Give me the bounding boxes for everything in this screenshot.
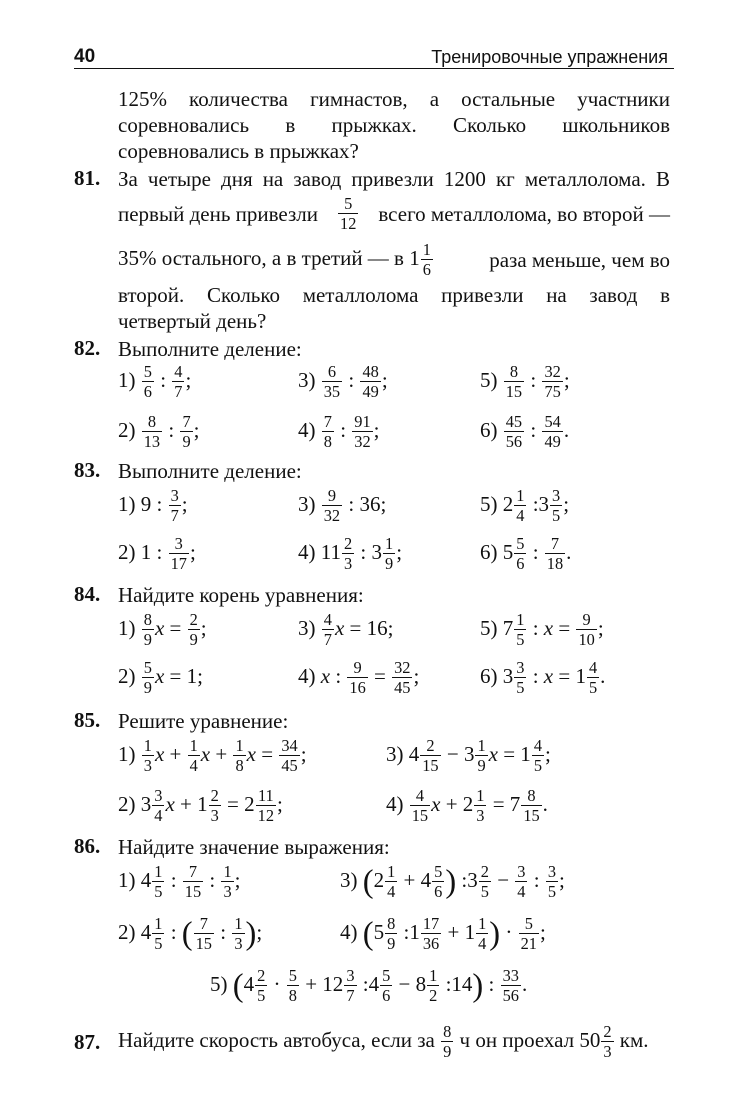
- ex-84-2: 2) $\frac{5}{9}$ x = 1;: [118, 658, 203, 698]
- ex-85-4: 4) $\frac{4}{15}$ x + 2 $\frac{1}{3}$ = 7 $\frac{8}{15}$ .: [386, 786, 548, 826]
- problem-81-line-2: первый день привезли 5 12 всего металлолома, во второй —: [118, 194, 670, 234]
- ex-85-2: 2) 3 $\frac{3}{4}$ x + 1 $\frac{2}{3}$ = 2 $\frac{11}{12}$ ;: [118, 786, 283, 826]
- page-number: 40: [74, 46, 96, 67]
- problem-83-title: Выполните деление:: [118, 459, 302, 483]
- problem-84-number: 84.: [74, 582, 101, 606]
- ex-83-2: 2) 1 : $\frac{3}{17}$ ;: [118, 534, 196, 574]
- intro-line-2: соревновались в прыжках. Сколько школьников: [118, 113, 670, 137]
- problem-83-number: 83.: [74, 458, 101, 482]
- problem-87-number: 87.: [74, 1030, 101, 1054]
- ex-84-6: 6) 3 $\frac{3}{5}$ : x = 1 $\frac{4}{5}$ .: [480, 658, 606, 698]
- problem-86-number: 86.: [74, 834, 101, 858]
- fraction: 5 12: [340, 194, 357, 234]
- ex-82-3: 3) $\frac{6}{35}$ : $\frac{48}{49}$ ;: [298, 362, 388, 402]
- problem-86-title: Найдите значение выражения:: [118, 835, 390, 859]
- intro-line-3: соревновались в прыжках?: [118, 139, 359, 163]
- ex-83-4: 4) 11 $\frac{2}{3}$ : 3 $\frac{1}{9}$ ;: [298, 534, 403, 574]
- ex-83-3: 3) $\frac{9}{32}$ : 36;: [298, 486, 387, 526]
- problem-81-line-5: четвертый день?: [118, 309, 267, 333]
- problem-81-number: 81.: [74, 166, 101, 190]
- ex-84-1: 1) $\frac{8}{9}$ x = $\frac{2}{9}$ ;: [118, 610, 207, 650]
- header-rule: [74, 68, 674, 69]
- problem-81-line-3: 35% остального, а в третий — в 1 $\frac{1}{6}$ раза меньше, чем во: [118, 240, 670, 280]
- ex-86-2: 2) 4 $\frac{1}{5}$ : ( $\frac{7}{15}$ : $\frac{1}{3}$ );: [118, 914, 263, 954]
- ex-85-1: 1) $\frac{1}{3}$ x + $\frac{1}{4}$ x + $\frac{1}{8}$ x = $\frac{34}{45}$ ;: [118, 736, 307, 776]
- ex-86-1: 1) 4 $\frac{1}{5}$ : $\frac{7}{15}$ : $\frac{1}{3}$ ;: [118, 862, 241, 902]
- ex-86-5: 5) (4 $\frac{2}{5}$ · $\frac{5}{8}$ + 12 $\frac{3}{7}$ :4 $\frac{5}{6}$ − 8 $\frac{1}{2}$ :14) : $\frac{33}{56}$ .: [210, 966, 528, 1006]
- ex-84-4: 4) x : $\frac{9}{16}$ = $\frac{32}{45}$ ;: [298, 658, 420, 698]
- ex-86-4: 4) (5 $\frac{8}{9}$ :1 $\frac{17}{36}$ + 1 $\frac{1}{4}$ ) · $\frac{5}{21}$ ;: [340, 914, 546, 954]
- ex-84-3: 3) $\frac{4}{7}$ x = 16;: [298, 610, 394, 650]
- ex-82-4: 4) $\frac{7}{8}$ : $\frac{91}{32}$ ;: [298, 412, 380, 452]
- problem-81-line-1: За четыре дня на завод привезли 1200 кг металлолома. В: [118, 167, 670, 191]
- ex-83-5: 5) 2 $\frac{1}{4}$ :3 $\frac{3}{5}$ ;: [480, 486, 570, 526]
- problem-84-title: Найдите корень уравнения:: [118, 583, 364, 607]
- ex-82-1: 1) $\frac{5}{6}$ : $\frac{4}{7}$ ;: [118, 362, 192, 402]
- problem-85-number: 85.: [74, 708, 101, 732]
- problem-87-text: Найдите скорость автобуса, если за $\frac{8}{9}$ ч он проехал 50 $\frac{2}{3}$ км.: [118, 1022, 649, 1062]
- ex-82-5: 5) $\frac{8}{15}$ : $\frac{32}{75}$ ;: [480, 362, 570, 402]
- ex-85-3: 3) 4 $\frac{2}{15}$ − 3 $\frac{1}{9}$ x = 1 $\frac{4}{5}$ ;: [386, 736, 551, 776]
- ex-86-3: 3) (2 $\frac{1}{4}$ + 4 $\frac{5}{6}$ ) :3 $\frac{2}{5}$ − $\frac{3}{4}$ : $\frac{3}{5}$ ;: [340, 862, 565, 902]
- problem-82-number: 82.: [74, 336, 101, 360]
- intro-line-1: 125% количества гимнастов, а остальные участники: [118, 87, 670, 111]
- ex-84-5: 5) 7 $\frac{1}{5}$ : x = $\frac{9}{10}$ ;: [480, 610, 604, 650]
- ex-82-2: 2) $\frac{8}{13}$ : $\frac{7}{9}$ ;: [118, 412, 200, 452]
- ex-83-1: 1) 9 : $\frac{3}{7}$ ;: [118, 486, 188, 526]
- problem-82-title: Выполните деление:: [118, 337, 302, 361]
- running-title: Тренировочные упражнения: [431, 47, 668, 67]
- problem-85-title: Решите уравнение:: [118, 709, 289, 733]
- ex-83-6: 6) 5 $\frac{5}{6}$ : $\frac{7}{18}$ .: [480, 534, 572, 574]
- problem-81-line-4: второй. Сколько металлолома привезли на завод в: [118, 283, 670, 307]
- ex-82-6: 6) $\frac{45}{56}$ : $\frac{54}{49}$ .: [480, 412, 570, 452]
- page-header: [74, 44, 674, 70]
